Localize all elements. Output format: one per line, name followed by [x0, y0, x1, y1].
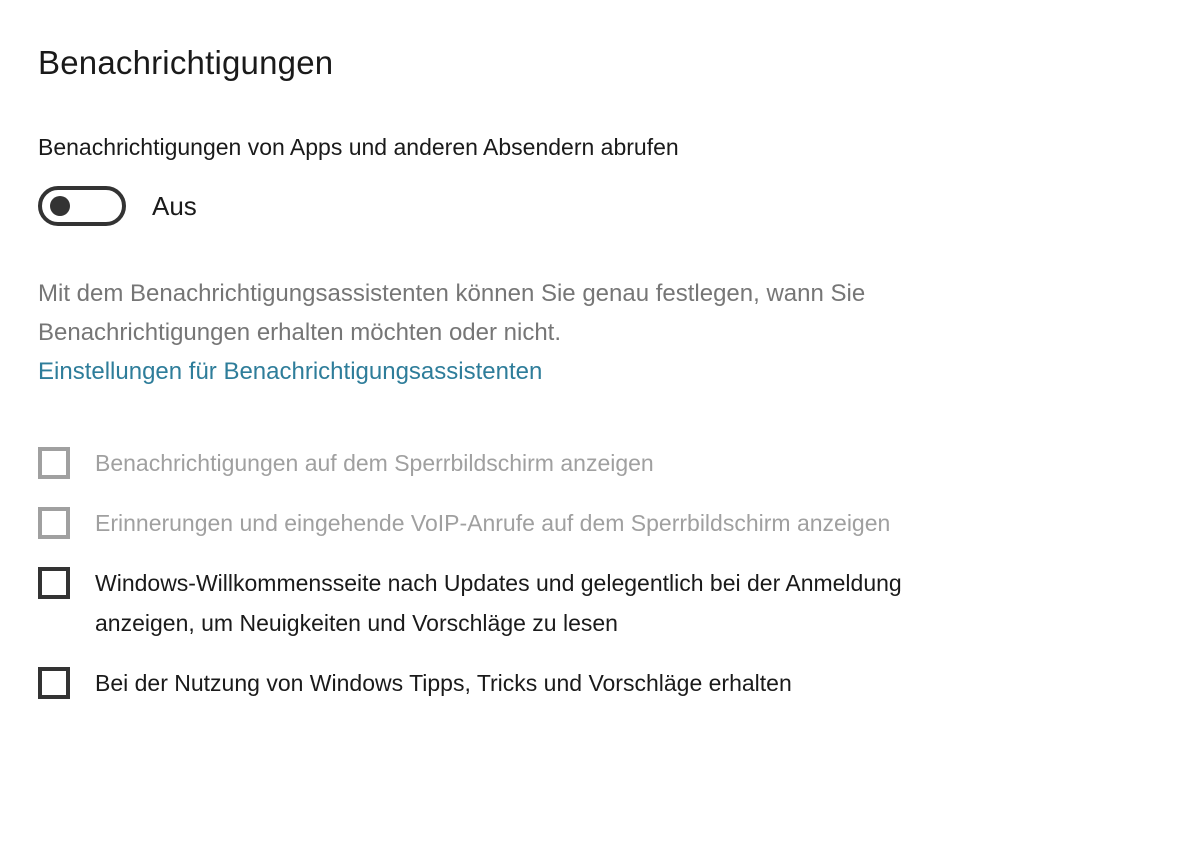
focus-assist-description: Mit dem Benachrichtigungsassistenten können Sie genau festlegen, wann Sie Benachrichtigungen erhalten möchten oder nicht. — [38, 280, 866, 346]
checkbox-row-welcome-page[interactable] — [38, 563, 968, 643]
get-notifications-label: Benachrichtigungen von Apps und anderen Absendern abrufen — [38, 134, 679, 160]
checkbox-label-tips-tricks: Bei der Nutzung von Windows Tipps, Tricks und Vorschläge erhalten — [95, 670, 792, 696]
checkbox-row-tips-tricks[interactable] — [38, 663, 968, 703]
checkbox-welcome-page[interactable] — [38, 567, 70, 599]
checkbox-tips-tricks[interactable] — [38, 667, 70, 699]
checkbox-label-lock-screen-notifications: Benachrichtigungen auf dem Sperrbildschirm anzeigen — [95, 450, 654, 476]
checkbox-row-lock-screen-notifications — [38, 443, 968, 483]
checkbox-label-reminders-voip: Erinnerungen und eingehende VoIP-Anrufe auf dem Sperrbildschirm anzeigen — [95, 510, 891, 536]
checkbox-lock-screen-notifications — [38, 447, 70, 479]
checkbox-reminders-voip — [38, 507, 70, 539]
checkbox-label-welcome-page: Windows-Willkommensseite nach Updates und gelegentlich bei der Anmeldung anzeigen, um Neuigkeiten und Vorschläge zu lesen — [95, 570, 902, 636]
toggle-knob-icon — [50, 196, 70, 216]
page-title: Benachrichtigungen — [38, 44, 334, 81]
notifications-toggle-row — [38, 186, 1161, 226]
focus-assist-settings-link[interactable]: Einstellungen für Benachrichtigungsassistenten — [38, 358, 543, 385]
notifications-toggle[interactable] — [38, 186, 126, 226]
notification-options-list — [38, 443, 968, 703]
toggle-state-label: Aus — [152, 190, 197, 221]
checkbox-row-reminders-voip — [38, 503, 968, 543]
